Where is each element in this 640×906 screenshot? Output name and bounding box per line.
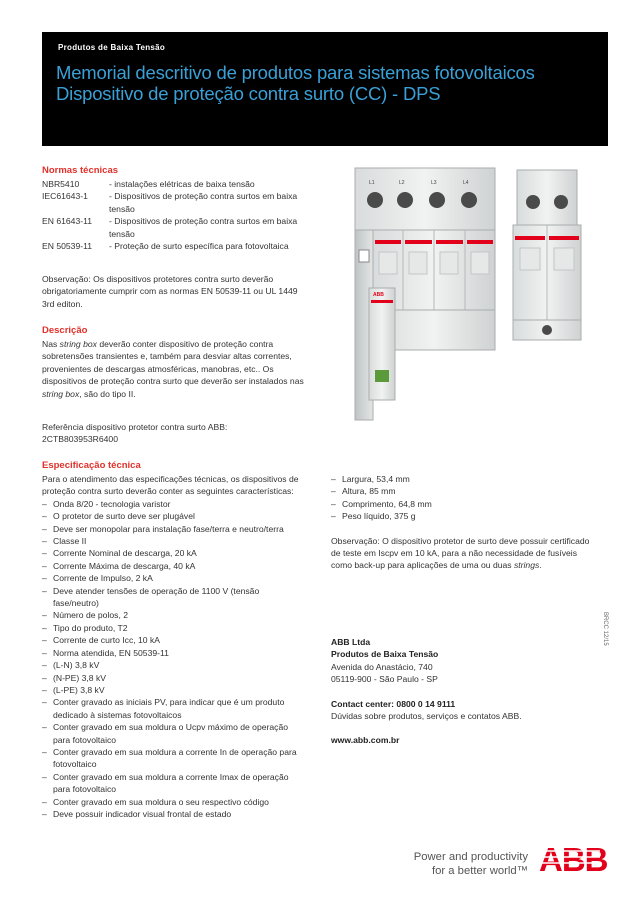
norma-code: EN 50539-11 (42, 241, 93, 252)
especificacao-observacao (331, 535, 599, 572)
norma-item (42, 240, 317, 252)
spec-item: – Corrente de Impulso, 2 kA (42, 572, 304, 584)
normas-observacao: Observação: Os dispositivos protetores contra surto deverão obrigatoriamente cumprir com as normas EN 50539-11 ou UL 1449 3rd editon. (42, 274, 298, 309)
contact-questions: Dúvidas sobre produtos, serviços e contatos ABB. (331, 711, 522, 722)
spec-item: – Comprimento, 64,8 mm (331, 498, 599, 510)
spec-item: – Onda 8/20 - tecnologia varistor (42, 498, 304, 510)
norma-code: NBR5410 (42, 179, 80, 189)
norma-desc: - Proteção de surto específica para fotovoltaica (109, 241, 289, 252)
obs-text: . (539, 560, 542, 571)
abb-logo (538, 840, 608, 878)
spec-item: – Conter gravado em sua moldura a corrente In de operação para fotovoltaico (42, 746, 304, 771)
contact-street: Avenida do Anastácio, 740 (331, 661, 433, 672)
spec-list-right (331, 473, 599, 523)
especificacao-intro: Para o atendimento das especificações técnicas, os dispositivos de proteção contra surto deverão conter as seguintes características: (42, 474, 299, 497)
norma-item (42, 190, 317, 215)
normas-heading: Normas técnicas (42, 165, 119, 176)
spec-item: – (L-N) 3,8 kV (42, 659, 304, 671)
contact-city: 05119-900 - São Paulo - SP (331, 674, 438, 685)
header-banner (42, 32, 608, 146)
spec-item: – Deve atender tensões de operação de 1100 V (tensão fase/neutro) (42, 585, 304, 610)
reference-label: Referência dispositivo protetor contra surto ABB: (42, 422, 228, 432)
norma-item (42, 215, 317, 240)
especificacao-left (42, 473, 304, 820)
obs-text: Observação: O dispositivo protetor de surto deve possuir certificado de teste em Iscpv em 10 kA, para a não necessidade de fusíveis como back-up para aplicações de uma ou duas (331, 535, 590, 571)
page-title-line-2: Dispositivo de proteção contra surto (CC) - DPS (56, 83, 441, 104)
abb-logo-text: ABB (539, 841, 608, 878)
spec-item: – Conter gravado as iniciais PV, para indicar que é um produto dedicado à sistemas fotovoltaicos (42, 696, 304, 721)
norma-code: EN 61643-11 (42, 216, 93, 227)
module-label: L1 (369, 180, 375, 186)
spec-item: – Conter gravado em sua moldura o seu respectivo código (42, 796, 304, 808)
product-photo (345, 160, 598, 415)
header-kicker: Produtos de Baixa Tensão (58, 43, 166, 52)
footer-slogan (400, 850, 528, 878)
contact-web-link[interactable]: www.abb.com.br (331, 735, 400, 746)
module-label: L4 (463, 180, 469, 186)
spec-item: – Corrente de curto Icc, 10 kA (42, 634, 304, 646)
descricao-text: , são do tipo II. (79, 388, 136, 399)
spec-item: – (L-PE) 3,8 kV (42, 684, 304, 696)
contact-center: Contact center: 0800 0 14 9111 (331, 698, 456, 709)
spec-item: – Corrente Máxima de descarga, 40 kA (42, 560, 304, 572)
spec-item: – Deve possuir indicador visual frontal de estado (42, 808, 304, 820)
spec-item: – Número de polos, 2 (42, 609, 304, 621)
norma-desc: - Dispositivos de proteção contra surtos em baixa tensão (109, 216, 298, 239)
descricao-text: deverão conter dispositivo de proteção contra sobretensões transientes e, também para desviar altas correntes, provenientes de descargas atmosféricas, manobras, etc.. Os dispositivos de proteção contra surto que deverão ser instalados nas (42, 339, 304, 387)
spec-item: – Deve ser monopolar para instalação fase/terra e neutro/terra (42, 523, 304, 535)
module-label: L3 (431, 180, 437, 186)
norma-desc: - Dispositivos de proteção contra surtos em baixa tensão (109, 191, 298, 214)
module-label: L2 (399, 180, 405, 186)
descricao-text: Nas (42, 339, 60, 349)
spec-item: – Corrente Nominal de descarga, 20 kA (42, 547, 304, 559)
reference (42, 421, 304, 446)
descricao-paragraph (42, 338, 304, 400)
spec-item: – Altura, 85 mm (331, 485, 599, 497)
spec-item: – Norma atendida, EN 50539-11 (42, 647, 304, 659)
page-title (56, 62, 601, 104)
spec-list-left (42, 498, 304, 821)
reference-code: 2CTB803953R6400 (42, 434, 118, 445)
especificacao-heading: Especificação técnica (42, 460, 141, 471)
spec-item: – Peso líquido, 375 g (331, 510, 599, 522)
descricao-emphasis: string box (59, 339, 97, 349)
spec-item: – Conter gravado em sua moldura a corrente Imax de operação para fotovoltaico (42, 771, 304, 796)
obs-emphasis: strings (513, 560, 540, 571)
descricao-emphasis: string box (42, 388, 80, 399)
spec-item: – O protetor de surto deve ser plugável (42, 510, 304, 522)
norma-desc: - instalações elétricas de baixa tensão (109, 179, 255, 189)
spec-item: – Conter gravado em sua moldura o Ucpv máximo de operação para fotovoltaico (42, 721, 304, 746)
norma-code: IEC61643-1 (42, 191, 88, 202)
spec-item: – Tipo do produto, T2 (42, 622, 304, 634)
contact-block (331, 636, 599, 747)
contact-division: Produtos de Baixa Tensão (331, 649, 439, 660)
contact-company: ABB Ltda (331, 637, 371, 647)
norma-item (42, 178, 317, 190)
brand-mark: ABB (373, 292, 384, 298)
page-title-line-1: Memorial descritivo de produtos para sistemas fotovoltaicos (56, 62, 535, 83)
slogan-line-1: Power and productivity (413, 851, 528, 863)
especificacao-right (331, 473, 599, 572)
slogan-line-2: for a better world™ (431, 865, 528, 877)
spec-item: – Classe II (42, 535, 304, 547)
spec-item: – (N-PE) 3,8 kV (42, 672, 304, 684)
doc-code: BRCC 12/15 (602, 612, 608, 646)
spec-item: – Largura, 53,4 mm (331, 473, 599, 485)
descricao-heading: Descrição (42, 325, 88, 336)
normas-list (42, 178, 317, 252)
